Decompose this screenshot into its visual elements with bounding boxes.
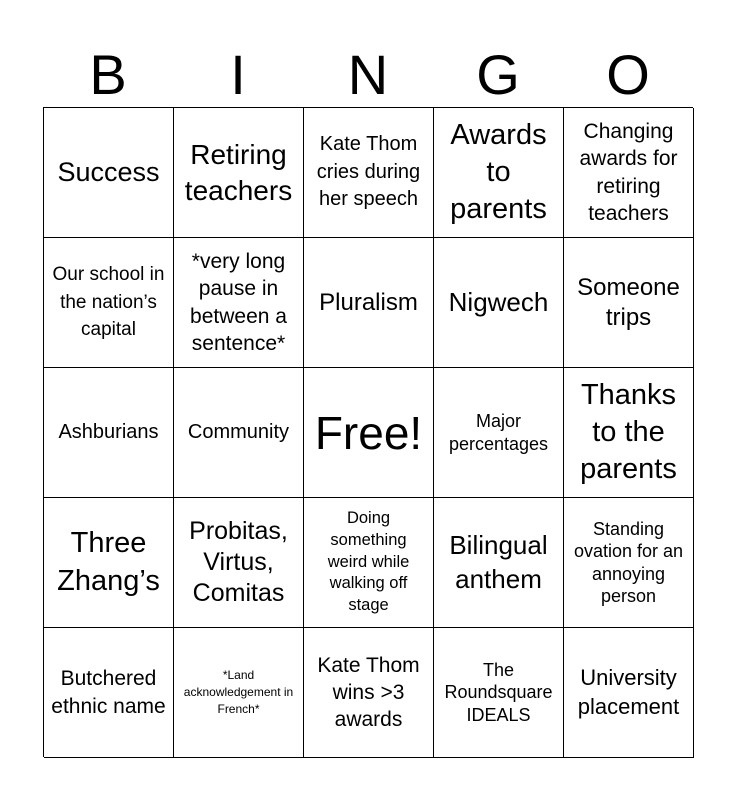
bingo-cell[interactable] [564,628,694,758]
bingo-cell-text: Standing ovation for an annoying person [573,518,684,606]
header-letter-o: O [606,43,650,106]
bingo-cell-text: Community [187,420,290,443]
bingo-cell[interactable] [44,368,174,498]
bingo-cell-text: Changing awards for retiring teachers [579,119,678,225]
bingo-cell-text: Someone trips [577,273,680,331]
bingo-cell[interactable] [174,498,304,628]
bingo-cell-text: Our school in the nation’s capital [52,264,165,341]
bingo-cell[interactable] [304,238,434,368]
bingo-cell[interactable] [564,368,694,498]
bingo-cell-text: Nigwech [448,286,549,317]
bingo-cell-text: Doing something weird while walking off stage [327,509,410,615]
bingo-header [43,42,693,108]
bingo-cell-text: Pluralism [319,288,418,316]
bingo-cell-text: *Land acknowledgement in French* [183,668,294,716]
bingo-cell[interactable] [174,108,304,238]
bingo-cell-text: *very long pause in between a sentence* [190,249,287,355]
bingo-cell-text: The Roundsquare IDEALS [444,659,553,725]
bingo-board [43,107,693,757]
bingo-cell-text: Free! [314,406,423,459]
bingo-cell[interactable] [434,368,564,498]
bingo-cell-text: Ashburians [58,420,159,443]
bingo-cell[interactable] [434,498,564,628]
bingo-cell[interactable] [44,238,174,368]
bingo-cell[interactable] [564,238,694,368]
bingo-cell[interactable] [434,628,564,758]
header-letter-g: G [476,43,520,106]
bingo-cell[interactable] [434,238,564,368]
bingo-cell-text: Awards to parents [450,118,547,226]
bingo-cell-text: Bilingual anthem [449,529,548,594]
header-letter-n: N [347,43,389,106]
bingo-cell-text: Butchered ethnic name [51,667,166,718]
bingo-cell-text: University placement [577,664,680,719]
bingo-cell[interactable] [304,628,434,758]
bingo-cell-text: Three Zhang’s [57,527,160,597]
bingo-cell[interactable] [174,368,304,498]
bingo-cell[interactable] [174,238,304,368]
bingo-cell[interactable] [564,498,694,628]
bingo-cell[interactable] [434,108,564,238]
bingo-cell-text: Kate Thom cries during her speech [316,133,421,211]
bingo-cell-text: Success [57,156,160,187]
bingo-cell[interactable] [44,628,174,758]
bingo-cell-text: Kate Thom wins >3 awards [317,653,420,732]
bingo-cell-text: Major percentages [448,411,549,454]
bingo-cell-text: Probitas, Virtus, Comitas [189,516,288,608]
bingo-free-cell[interactable] [304,368,434,498]
bingo-cell[interactable] [44,498,174,628]
bingo-cell[interactable] [564,108,694,238]
bingo-cell[interactable] [174,628,304,758]
header-letter-b: B [89,43,127,106]
header-letter-i: I [230,43,246,106]
bingo-cell[interactable] [304,108,434,238]
bingo-cell-text: Retiring teachers [184,138,293,206]
bingo-cell[interactable] [44,108,174,238]
bingo-cell[interactable] [304,498,434,628]
bingo-cell-text: Thanks to the parents [580,378,677,486]
